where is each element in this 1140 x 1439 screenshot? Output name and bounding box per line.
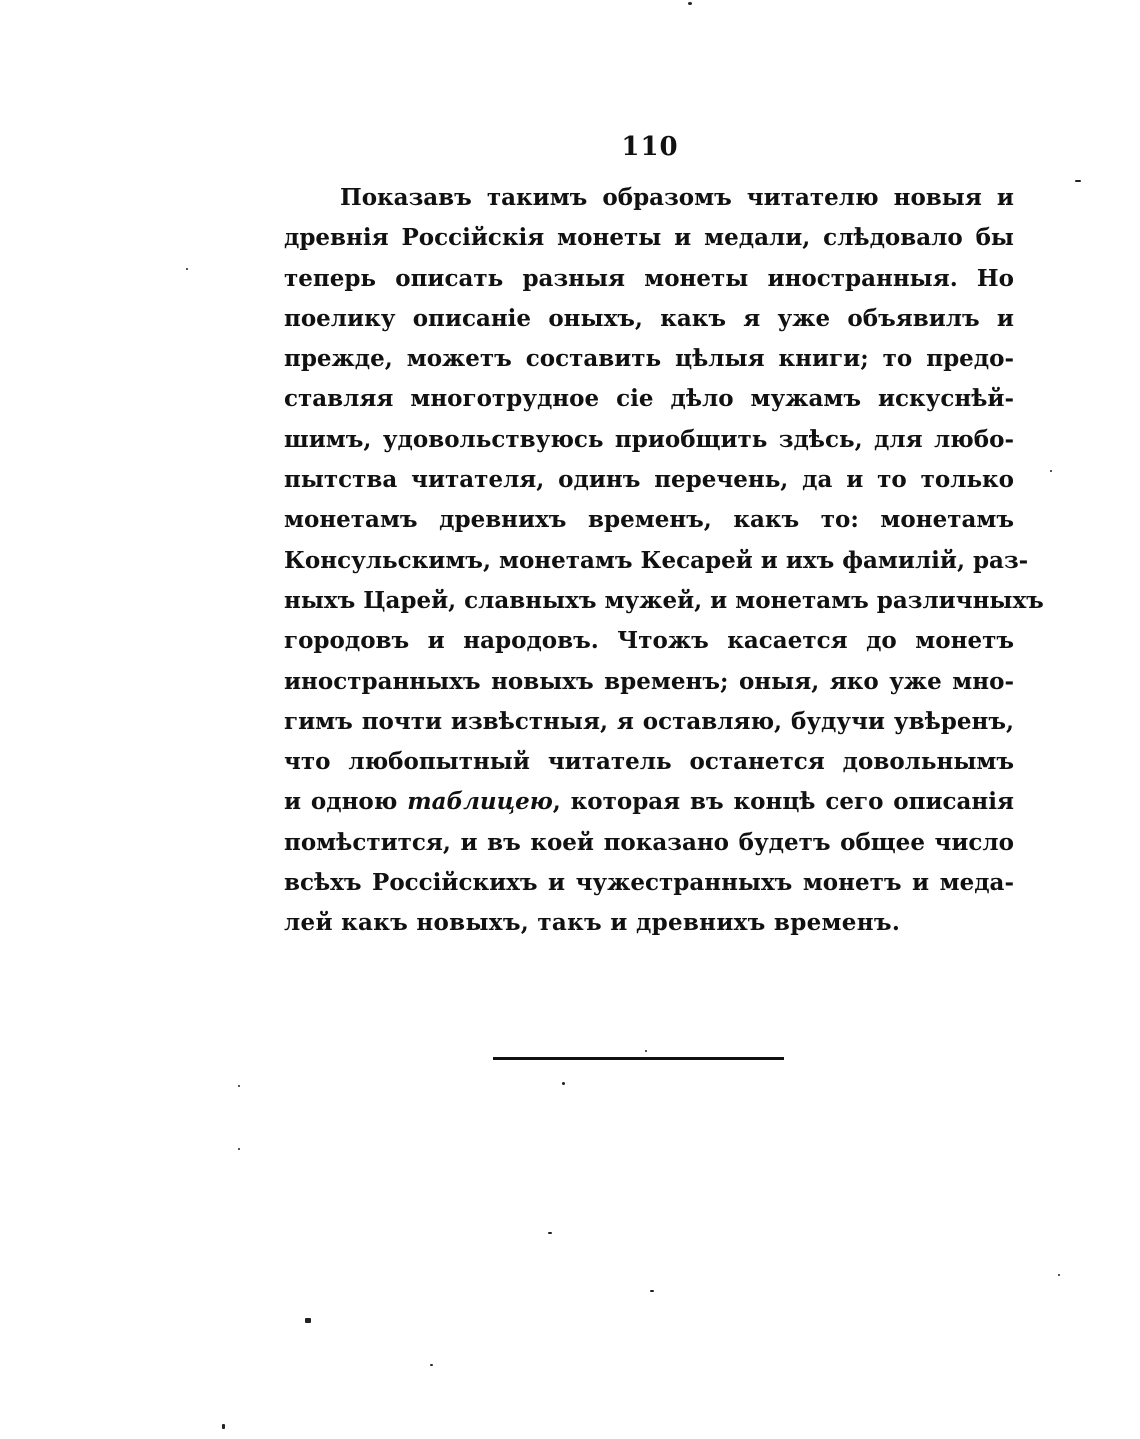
scan-speck bbox=[562, 1082, 565, 1085]
text-line: поелику описаніе оныхъ, какъ я уже объявилъ и bbox=[284, 304, 1014, 332]
text-line: шимъ, удовольствуюсь приобщить здѣсь, для любо- bbox=[284, 425, 1014, 453]
scan-speck bbox=[222, 1424, 225, 1429]
scan-speck bbox=[238, 1148, 240, 1150]
text-line: всѣхъ Россійскихъ и чужестранныхъ монетъ и меда- bbox=[284, 869, 1014, 897]
text-line: Консульскимъ, монетамъ Кесарей и ихъ фамилій, раз- bbox=[284, 546, 1029, 574]
text-line-with-italic bbox=[284, 782, 1014, 822]
text-line: ныхъ Царей, славныхъ мужей, и монетамъ различныхъ bbox=[284, 586, 1044, 614]
text-line-last: лей какъ новыхъ, такъ и древнихъ временъ. bbox=[284, 909, 901, 937]
scan-speck bbox=[688, 2, 692, 5]
scan-speck bbox=[548, 1232, 552, 1234]
scan-speck bbox=[650, 1290, 654, 1292]
text-line: Показавъ такимъ образомъ читателю новыя и bbox=[340, 184, 1014, 211]
text-line: ставляя многотрудное сіе дѣло мужамъ искуснѣй- bbox=[284, 385, 1014, 413]
scan-speck bbox=[305, 1318, 311, 1323]
text-segment: , которая въ концѣ сего описанія bbox=[552, 788, 1014, 816]
text-line: иностранныхъ новыхъ временъ; оныя, яко уже мно- bbox=[284, 667, 1014, 695]
scan-speck bbox=[1075, 180, 1081, 182]
scan-speck bbox=[1050, 470, 1052, 472]
text-line: монетамъ древнихъ временъ, какъ то: монетамъ bbox=[284, 506, 1014, 534]
text-line: городовъ и народовъ. Чтожъ касается до монетъ bbox=[284, 627, 1014, 655]
text-line: помѣстится, и въ коей показано будетъ общее число bbox=[284, 828, 1014, 856]
end-rule bbox=[493, 1057, 784, 1060]
text-line: гимъ почти извѣстныя, я оставляю, будучи увѣренъ, bbox=[284, 707, 1014, 735]
body-paragraph bbox=[284, 178, 1044, 944]
text-line: древнія Россійскія монеты и медали, слѣдовало бы bbox=[284, 224, 1014, 252]
italic-word: таблицею bbox=[407, 788, 553, 816]
scan-speck bbox=[430, 1364, 433, 1366]
text-segment: и одною bbox=[284, 788, 408, 816]
scan-speck bbox=[186, 268, 188, 270]
scan-speck bbox=[1058, 1274, 1060, 1276]
text-line: теперь описать разныя монеты иностранныя. Но bbox=[284, 264, 1014, 292]
text-line: прежде, можетъ составить цѣлыя книги; то предо- bbox=[284, 345, 1014, 373]
scan-speck bbox=[238, 1085, 240, 1087]
scan-speck bbox=[645, 1050, 647, 1052]
page-number: 110 bbox=[621, 132, 679, 162]
text-line: пытства читателя, одинъ перечень, да и то только bbox=[284, 466, 1014, 494]
text-line: что любопытный читатель останется довольнымъ bbox=[284, 748, 1014, 776]
